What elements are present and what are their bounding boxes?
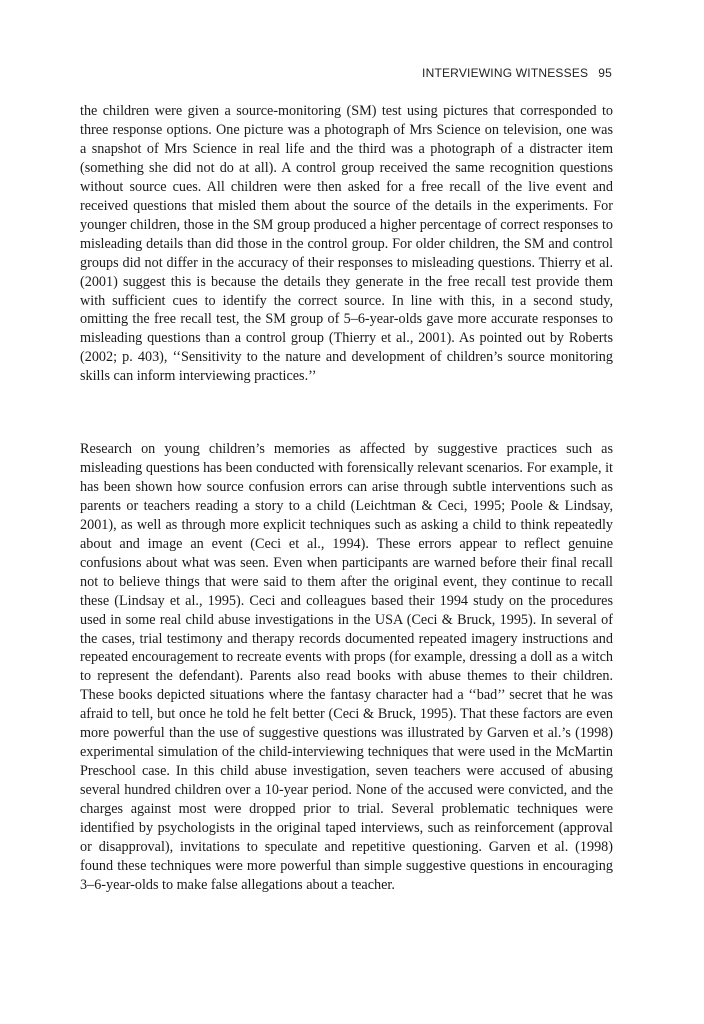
body-paragraph-2: Research on young children’s memories as affected by suggestive practices such as misleading questions has been conducted with forensically relevant scenarios. For example, it has been shown how source confusion errors can arise through subtle interventions such as parents or teachers reading a story to a child (Leichtman & Ceci, 1995; Poole & Lindsay, 2001), as well as through more explicit techniques such as asking a child to think repeatedly about and image an event (Ceci et al., 1994). These errors appear to reflect genuine confusions about what was seen. Even when participants are warned before their final recall not to believe things that were said to them after the original event, they continue to recall these (Lindsay et al., 1995). Ceci and colleagues based their 1994 study on the procedures used in some real child abuse investigations in the USA (Ceci & Bruck, 1995). In several of the cases, trial testimony and therapy records documented repeated imagery instructions and repeated encouragement to recreate events with props (for example, dressing a doll as a witch to represent the defendant). Parents also read books with abuse themes to their children. These books depicted situations where the fantasy character had a ‘‘bad’’ secret that he was afraid to tell, but once he told he felt better (Ceci & Bruck, 1995). That these factors are even more powerful than the use of suggestive questions was illustrated by Garven et al.’s (1998) experimental simulation of the child-interviewing techniques that were used in the McMartin Preschool case. In this child abuse investigation, seven teachers were accused of abusing several hundred children over a 10-year period. None of the accused were convicted, and the charges against most were dropped prior to trial. Several problematic techniques were identified by psychologists in the original taped interviews, such as reinforcement (approval or disapproval), invitations to speculate and repetitive questioning. Garven et al. (1998) found these techniques were more powerful than simple suggestive questions in encouraging 3–6-year-olds to make false allegations about a teacher. (80, 441, 613, 893)
running-head (422, 66, 612, 80)
running-title: INTERVIEWING WITNESSES (422, 66, 589, 80)
page-number: 95 (598, 66, 612, 80)
body-paragraph-1: the children were given a source-monitoring (SM) test using pictures that corresponded to three response options. One picture was a photograph of Mrs Science on television, one was a snapshot of Mrs Science in real life and the third was a photograph of a distracter item (something she did not do at all). A control group received the same recognition questions without source cues. All children were then asked for a free recall of the live event and received questions that misled them about the source of the details in the experiments. For younger children, those in the SM group produced a higher percentage of correct responses to misleading details than did those in the control group. For older children, the SM and control groups did not differ in the accuracy of their responses to misleading questions. Thierry et al. (2001) suggest this is because the details they generate in the free recall test provide them with sufficient cues to identify the correct source. In line with this, in a second study, omitting the free recall test, the SM group of 5–6-year-olds gave more accurate responses to misleading questions than a control group (Thierry et al., 2001). As pointed out by Roberts (2002; p. 403), ‘‘Sensitivity to the nature and development of children’s source monitoring skills can inform interviewing practices.’’ (80, 103, 613, 385)
